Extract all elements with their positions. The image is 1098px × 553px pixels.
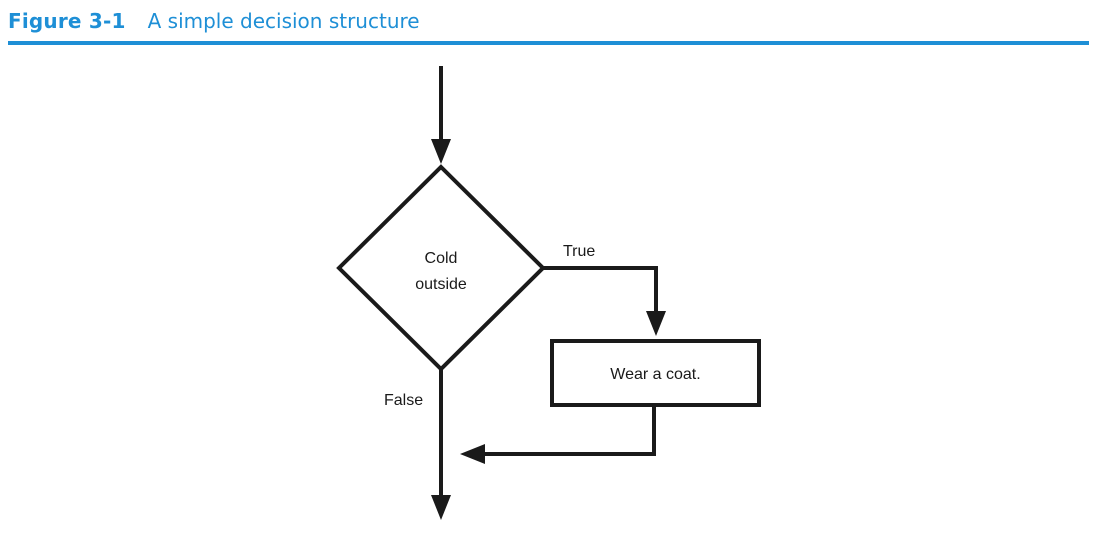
- figure-number: Figure 3-1: [8, 9, 126, 33]
- return-arrowhead: [460, 444, 485, 464]
- entry-arrowhead: [431, 139, 451, 164]
- false-label: False: [384, 392, 424, 409]
- decision-text-line1: Cold: [424, 250, 458, 267]
- true-branch-line: [543, 268, 656, 312]
- return-line: [484, 405, 654, 454]
- true-branch-arrowhead: [646, 311, 666, 336]
- true-label: True: [563, 243, 596, 260]
- exit-arrowhead: [431, 495, 451, 520]
- figure-title: A simple decision structure: [147, 9, 420, 33]
- decision-text-line2: outside: [415, 276, 467, 293]
- process-label: Wear a coat.: [610, 366, 701, 383]
- decision-diamond: [339, 167, 543, 369]
